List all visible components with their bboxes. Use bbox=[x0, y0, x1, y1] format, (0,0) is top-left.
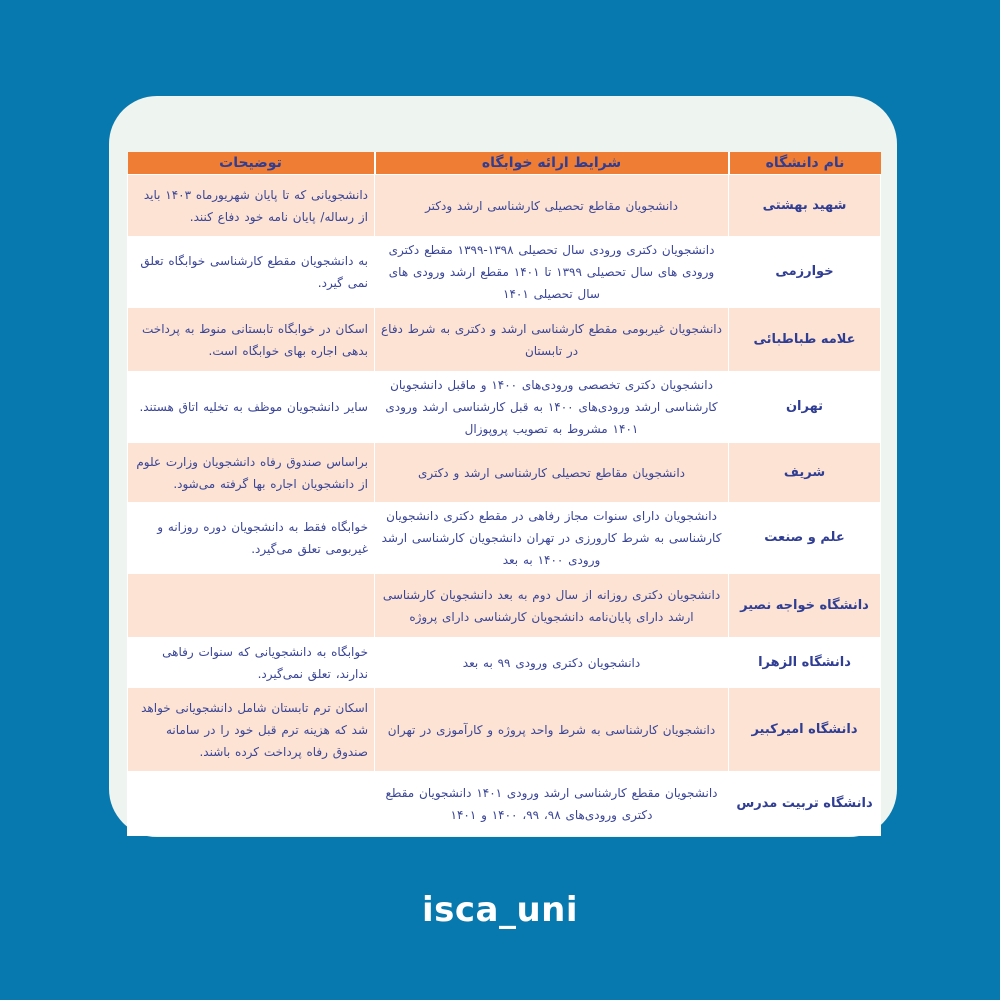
header-notes: توضیحات bbox=[128, 152, 375, 175]
conditions-cell: دانشجویان غیربومی مقطع کارشناسی ارشد و دکتری به شرط دفاع در تابستان bbox=[375, 308, 729, 372]
university-cell: شهید بهشتی bbox=[729, 175, 881, 237]
table-row bbox=[128, 638, 881, 688]
table-row bbox=[128, 175, 881, 237]
table-row bbox=[128, 308, 881, 372]
university-cell: علامه طباطبائی bbox=[729, 308, 881, 372]
notes-cell bbox=[128, 772, 375, 836]
conditions-cell: دانشجویان دکتری روزانه از سال دوم به بعد دانشجویان کارشناسی ارشد دارای پایان‌نامه دانشجویان کارشناسی دارای پروژه bbox=[375, 574, 729, 638]
dormitory-conditions-table bbox=[127, 152, 881, 836]
notes-cell: دانشجویانی که تا پایان شهریورماه ۱۴۰۳ باید از رساله/ پایان نامه خود دفاع کنند. bbox=[128, 175, 375, 237]
table-row bbox=[128, 503, 881, 574]
notes-cell bbox=[128, 574, 375, 638]
university-cell: دانشگاه الزهرا bbox=[729, 638, 881, 688]
conditions-cell: دانشجویان دارای سنوات مجاز رفاهی در مقطع دکتری دانشجویان کارشناسی به شرط کارورزی در تهران دانشجویان کارشناسی ارشد ورودی ۱۴۰۰ به بعد bbox=[375, 503, 729, 574]
header-conditions: شرایط ارائه خوابگاه bbox=[375, 152, 729, 175]
notes-cell: سایر دانشجویان موظف به تخلیه اتاق هستند. bbox=[128, 372, 375, 443]
table-row bbox=[128, 237, 881, 308]
notes-cell: خوابگاه به دانشجویانی که سنوات رفاهی ندارند، تعلق نمی‌گیرد. bbox=[128, 638, 375, 688]
conditions-cell: دانشجویان مقاطع تحصیلی کارشناسی ارشد ودکتر bbox=[375, 175, 729, 237]
conditions-cell: دانشجویان دکتری ورودی ۹۹ به بعد bbox=[375, 638, 729, 688]
conditions-cell: دانشجویان دکتری تخصصی ورودی‌های ۱۴۰۰ و ماقبل دانشجویان کارشناسی ارشد ورودی‌های ۱۴۰۰ به قبل کارشناسی ارشد ورودی ۱۴۰۱ مشروط به تصویب پروپوزال bbox=[375, 372, 729, 443]
university-cell: علم و صنعت bbox=[729, 503, 881, 574]
conditions-cell: دانشجویان کارشناسی به شرط واحد پروژه و کارآموزی در تهران bbox=[375, 688, 729, 772]
notes-cell: خوابگاه فقط به دانشجویان دوره روزانه و غیربومی تعلق می‌گیرد. bbox=[128, 503, 375, 574]
conditions-cell: دانشجویان مقاطع تحصیلی کارشناسی ارشد و دکتری bbox=[375, 443, 729, 503]
table-row bbox=[128, 688, 881, 772]
conditions-cell: دانشجویان مقطع کارشناسی ارشد ورودی ۱۴۰۱ دانشجویان مقطع دکتری ورودی‌های ۹۸، ۹۹، ۱۴۰۰ و ۱۴۰۱ bbox=[375, 772, 729, 836]
notes-cell: به دانشجویان مقطع کارشناسی خوابگاه تعلق نمی گیرد. bbox=[128, 237, 375, 308]
university-cell: خوارزمی bbox=[729, 237, 881, 308]
brand-handle: isca_uni bbox=[421, 890, 579, 930]
table-row bbox=[128, 443, 881, 503]
university-cell: دانشگاه امیرکبیر bbox=[729, 688, 881, 772]
notes-cell: اسکان ترم تابستان شامل دانشجویانی خواهد شد که هزینه ترم قبل خود را در سامانه صندوق رفاه پرداخت کرده باشند. bbox=[128, 688, 375, 772]
university-cell: تهران bbox=[729, 372, 881, 443]
table-row bbox=[128, 372, 881, 443]
table-row bbox=[128, 772, 881, 836]
notes-cell: اسکان در خوابگاه تابستانی منوط به پرداخت بدهی اجاره بهای خوابگاه است. bbox=[128, 308, 375, 372]
university-cell: دانشگاه تربیت مدرس bbox=[729, 772, 881, 836]
university-cell: شریف bbox=[729, 443, 881, 503]
university-cell: دانشگاه خواجه نصیر bbox=[729, 574, 881, 638]
notes-cell: براساس صندوق رفاه دانشجویان وزارت علوم از دانشجویان اجاره بها گرفته می‌شود. bbox=[128, 443, 375, 503]
header-university: نام دانشگاه bbox=[729, 152, 881, 175]
table-row bbox=[128, 574, 881, 638]
table-header-row bbox=[128, 152, 881, 175]
conditions-cell: دانشجویان دکتری ورودی سال تحصیلی ۱۳۹۸-۱۳۹۹ مقطع دکتری ورودی های سال تحصیلی ۱۳۹۹ تا ۱۴۰۱ مقطع ارشد ورودی های سال تحصیلی ۱۴۰۱ bbox=[375, 237, 729, 308]
